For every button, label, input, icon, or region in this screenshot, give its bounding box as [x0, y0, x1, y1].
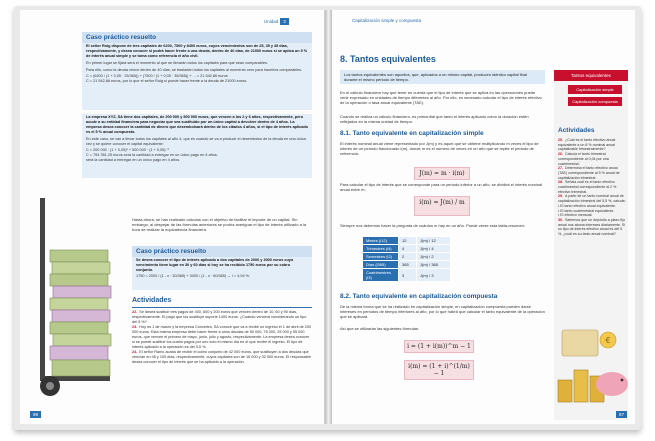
- table-row: Cuatrimestres (i3) 3 J(m) / 3: [363, 269, 451, 282]
- subsection-2-text-2: Así que se utilizarán las siguientes fórmulas:: [340, 326, 419, 331]
- topic-map: [554, 70, 628, 109]
- piggy-bank-illustration: [554, 310, 630, 410]
- activity-subitem: • El efectivo mensual.: [558, 213, 593, 218]
- case2-result: C = 794 351,25 euros será la cantidad a entregar en un único pago en 4 años.: [86, 153, 218, 157]
- unit-number: 3: [280, 18, 289, 25]
- activity-item: 29. A partir de un tanto nominal anual de capitalización trimestral del 5,5 %, calcula:: [558, 194, 626, 204]
- piggy-bank: [596, 372, 628, 396]
- right-page: [332, 10, 635, 424]
- table-row: Meses (i12) 12 J(m) / 12: [363, 237, 451, 245]
- activity-subitem: • El tanto cuatrimestral equivalente.: [558, 208, 615, 213]
- truck-hub: [46, 382, 54, 390]
- case1-conclusion: C = 21 542,86 euros, por lo que el señor Roig sí puede hacer frente a la deuda de 21000 euros.: [86, 79, 248, 83]
- case3-statement: Se desea conocer el tipo de interés aplicado a dos capitales de 2000 y 3000 euros cuyo vencimiento tiene lugar en 30 y 60 días si hoy se ha recibido 1750 euros por su cobro conjunto.: [136, 258, 294, 272]
- activity-item: 28. Señala cuál es el tanto efectivo cuatrimestral correspondiente al 2 % efectivo trimestral.: [558, 180, 617, 194]
- subsection-1-text-2: Para calcular el tipo de interés que se corresponde para un periodo inferior a un año, se dividirá el interés nominal anual entre m:: [340, 182, 543, 193]
- piggy-eye: [621, 379, 624, 382]
- activities-list-right: [558, 138, 626, 237]
- subsection-2-title: 8.2. Tanto equivalente en capitalización compuesta: [340, 293, 498, 300]
- unit-label: Unidad: [264, 19, 279, 24]
- case1-statement: El señor Rolg dispone de tres capitales de 6200, 7500 y 8400 euros, cuyos vencimientos son de 25, 35 y 45 días, respectivamente, y desea conocer si podrá hacer frente a una deuda, dentro de 40 días, de 21000 euros si se aplica un 5 % de interés anual simple y se toma como referencia el año civil.: [86, 44, 308, 58]
- banknote-stacks: [50, 250, 111, 376]
- activity-item: 26. Calcula el tanto trimestral correspondiente al 0,04 por una cuatrimestral.: [558, 152, 609, 166]
- bridge-paragraph: Hasta ahora, se han realizado cálculos con el objetivo de facilitar el importe de un capital. Sin embargo, al despejar de las fórmulas anteriores se podría averiguar el tipo de interés utilizado a la hora de realizar la equivalencia financiera.: [132, 217, 307, 233]
- formula-periodic-rate: i(m) = J(m) / m: [414, 196, 470, 216]
- activity-item: 22. Se desea sustituir tres pagos de 400, 600 y 200 euros que vencen dentro de 10, 60 y 90 días, respectivamente. El pago que los sustituye supone 1400 euros. ¿Cuándo vencerá considerando un tipo del 5 %?: [132, 310, 307, 324]
- left-page-number: 98: [30, 411, 41, 418]
- activity-item: 25. ¿Cuál es el tanto efectivo anual equivalente a un 8 % nominal anual capitalizable trimestralmente?: [558, 138, 616, 152]
- case2-line-1: En este caso, se van a llevar todos los capitales al año 4, que es cuando se va a producir el desembolso de la deuda en una única vez y se quiere conocer el capital equivalente:: [86, 137, 306, 146]
- case2-note: será la cantidad a entregar en un único pago en 4 años.: [86, 158, 181, 162]
- case-title-3: Caso práctico resuelto: [132, 246, 312, 257]
- formula-equivalent-rate: i(m) = (1 + i)^(1/m) − 1: [404, 360, 474, 380]
- definition-box: Los tantos equivalentes son aquellos, que, aplicados a un mismo capital, producen idéntico capital final durante el mismo periodo de tiempo.: [340, 70, 545, 84]
- left-running-head: [264, 18, 289, 25]
- intro-paragraph-2: Cuando se realiza un cálculo financiero, es primordial que tanto el interés aplicado como la duración estén reflejados en la misma unidad de tiempo.: [340, 114, 529, 125]
- activities-title-right: Actividades: [558, 127, 595, 134]
- money-hand-truck-illustration: [28, 190, 128, 400]
- case-title-1: Caso práctico resuelto: [82, 32, 312, 43]
- activity-subitem: • El tanto efectivo anual equivalente.: [558, 203, 616, 208]
- intro-paragraph-1: En el cálculo financiero hay que tener en cuenta que el tipo de interés que se aplica en las operaciones puede venir expresado en unidades de tiempo diferentes al año. Por ello, es necesario calcular el tipo de interés efectivo de la operación o tasa anual equivalente (TAE).: [340, 90, 542, 106]
- euro-icon: €: [605, 336, 611, 345]
- case-practice-2: [82, 114, 312, 178]
- table-row: Semestres (i2) 2 J(m) / 2: [363, 253, 451, 261]
- formula-effective-rate: i = (1 + i(m))^m − 1: [404, 340, 474, 353]
- topic-sub-compound: Capitalización compuesta: [568, 97, 622, 106]
- left-page: [20, 10, 325, 424]
- topic-sub-simple: Capitalización simple: [568, 85, 622, 94]
- case1-line-1: En primer lugar se fijará será el momento al que se llevarán todos los capitales para que sean comparables.: [86, 61, 268, 65]
- document-sheet: [562, 330, 598, 356]
- activity-item: 24. El señor Ramo acaba de recibir el cobro conjunto de 42 000 euros, que sustituyen a dos deudas que vencían en 45 y 105 días, respectivamente, cuyos capitales son de 16 000 y 32 000 euros. El responsable desea conocer el tipo de interés que se ha aplicado a la operación.: [132, 350, 311, 364]
- activity-item: 23. Hoy es 1 de marzo y la empresa Concertra, SA conoce que va a recibir un ingreso el 1 de abril de 200 000 euros. Esta misma empresa debe hacer frente a unos deudas de 50 000, 75 000, 25 000 y 55 000 euros, que vencen el primero de mayo, junio, julio y agosto, respectivamente. La empresa desea conocer si se puede sustituir los cuatro pagos por uno solo el mismo día en el que recibe el ingreso. El tipo de interés aplicado a la operación es del 3,5 %.: [132, 325, 312, 349]
- activities-rule: [132, 307, 312, 308]
- truck-handle: [40, 198, 45, 378]
- right-running-head: Capitalización simple y compuesta: [352, 18, 422, 23]
- topic-main: Tantos equivalentes: [554, 70, 628, 81]
- table-row: Días (i365) 365 J(m) / 365: [363, 261, 451, 269]
- conversion-table: [362, 236, 451, 282]
- activities-list-left: [132, 310, 312, 365]
- case1-formula: C = (6200 / (1 + 0,05 · 25/365)) + (7500 / (1 + 0,05 · 35/365)) + ... = 21 542,86 euros: [86, 74, 228, 78]
- table-intro: Siempre nos debemos hacer la pregunta de cuántos m hay en un año. Puede verse esta tabla-resumen:: [340, 223, 526, 228]
- case-practice-3: [132, 246, 312, 290]
- formula-nominal: J(m) = m · i(m): [414, 167, 470, 180]
- case2-statement: La empresa XYZ, SA tiene dos capitales, de 200 000 y 500 000 euros, que vencen a los 2 y 6 años, respectivamente, pero acude a su entidad financiera para negociar que sea sustituido por un único capital a devolver dentro de 4 años. La empresa desea conocer la cantidad de dinero que desembolsará dentro de los citados 4 años, si el tipo de interés aplicado es el 5 % anual compuesto.: [86, 115, 308, 134]
- activity-item: 27. Determina el tanto efectivo anual (TAE) correspondiente al 5 % anual de capitalización trimestral.: [558, 166, 620, 180]
- case3-formula: 1750 = 2000 / (1 - x · 30/365) + 3000 / (1 - x · 60/365) → i = 4,94 %.: [136, 274, 251, 278]
- open-textbook: [14, 6, 641, 430]
- case1-line-2: Para ello, como la deuda vence dentro de 40 días, se trasladan todos los capitales al momento cero para hacerlos comparables.: [86, 68, 303, 72]
- section-title: 8. Tantos equivalentes: [340, 54, 436, 64]
- subsection-1-title: 8.1. Tanto equivalente en capitalización simple: [340, 130, 484, 137]
- right-page-number: 97: [616, 411, 627, 418]
- activities-title-left: Actividades: [132, 297, 172, 304]
- book-gutter: [325, 10, 332, 424]
- activity-item: 30. Sabemos que un depósito a plazo fijo anual nos abona intereses diariamente. Si su tipo de interés efectivo anual es del 5 %, ¿cuál es su tanto anual nominal?: [558, 217, 626, 237]
- subsection-1-text: El interés nominal anual viene representado por J(m) y es aquel que se obtiene multiplicando m veces el tipo de interés de un periodo fraccionado i(m), donde m es el número de veces en un año que se repite el periodo de referencia.: [340, 141, 539, 157]
- case2-formula: C = 200 000 · (1 + 0,05)² + 500 000 · (1 + 0,05)⁻²: [86, 148, 169, 152]
- subsection-2-text: De la misma forma que se ha realizado en capitalización simple, en capitalización compuesta pueden darse intereses en periodos de tiempo inferiores al año, por lo que habrá que calcular el tanto equivalente de la operación que se aplicará.: [340, 304, 545, 320]
- case-practice-1: [82, 32, 312, 110]
- table-row: Trimestres (i4) 4 J(m) / 4: [363, 245, 451, 253]
